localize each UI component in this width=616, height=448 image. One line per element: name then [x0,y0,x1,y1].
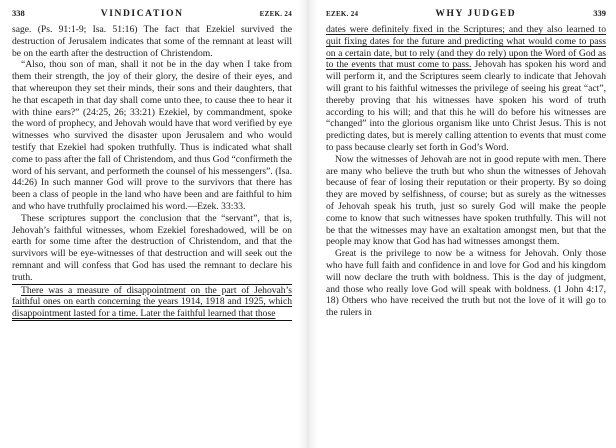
page-number: 338 [12,8,25,18]
underlined-text: There was a measure of disappointment on the part of Jehovah’s faithful ones on earth concerning the years 1914, 1918 and 1925, which disappointment lasted for a time. Later the faithful learned that those [12,284,292,320]
left-page [0,0,298,448]
running-title: VINDICATION [100,9,184,19]
underlined-passage: dates were definitely fixed in the Scriptures; and they also learned to quit fixing dates for the future and predicting what would come to pass on a certain date, but to rely (and they do rely) upon the Word of God as to the events that must come to pass. [326,24,606,71]
paragraph: These scriptures support the conclusion that the “servant”, that is, Jehovah’s faithful witnesses, whom Ezekiel foreshadowed, will be on earth for some time after the destruction of Christendom, and that the survivors will be eye-witnesses of that destruction and will seek out the remnant and will confess that God has used the remnant to declare his truth. [12,212,292,283]
paragraph: Great is the privilege to now be a witness for Jehovah. Only those who have full faith and confidence in and love for God and his kingdom will now declare the truth with boldness. This is the day of judgment, and those who really love God will speak with boldness. (1 John 4:17, 18) Others who have received the truth but not the love of it will go to the rulers in [326,248,606,319]
underlined-passage [12,284,292,321]
paragraph-continuation: Jehovah has spoken his word and will perform it, and the Scriptures seem clearly to indicate that Jehovah will grant to his faithful witnesses the privilege of seeing his great “act”, thereby proving that his witnesses have spoken his word of truth according to his will; and that this he will do before his witnesses are “changed” into the glorious organism like unto Christ Jesus. This is not predicting dates, but is merely calling attention to events that must come to pass because clearly set forth in God’s Word. [326,59,607,153]
running-title: WHY JUDGED [435,9,517,19]
book-gutter [298,0,318,448]
paragraph: sage. (Ps. 91:1-9; Isa. 51:16) The fact that Ezekiel survived the destruction of Jerusalem indicates that some of the remnant at least will be on the earth after the destruction of Christendom. [12,24,292,59]
paragraph: “Also, thou son of man, shall it not be in the day when I take from them their strength, the joy of their glory, the desire of their eyes, and that whereupon they set their minds, their sons and their daughters, that he that escapeth in that day shall come unto thee, to cause thee to hear it with thine ears?” (24:25, 26; 33:21) Ezekiel, by commandment, spoke the word of prophecy, and Jehovah would have that word verified by eye witnesses who survived the disaster upon Jerusalem and who would testify that Ezekiel had spoken truthfully. Thus is indicated what shall come to pass after the fall of Christendom, and thus God “confirmeth the word of his servant, and performeth the counsel of his messengers”. (Isa. 44:26) In such manner God will prove to the survivors that there has been a class of people in the land who have been and are faithful to him and who have truthfully proclaimed his word.—Ezek. 33:33. [12,59,293,212]
right-page-header [326,8,606,20]
paragraph: Now the witnesses of Jehovah are not in good repute with men. There are many who believe the truth but who shun the witnesses of Jehovah because of fear of losing their reputation or their property. By so doing they are moved by selfishness, of course; but as surely as the witnesses of Jehovah speak his truth, just so surely God will make the people come to know that such witnesses have spoken truthfully. This will not be that the witnesses may have an exaltation amongst men, but that the people may know that God has had witnesses amongst them. [326,153,606,248]
left-page-text [12,24,292,321]
right-page [318,0,616,448]
left-page-header [12,8,292,20]
right-page-text [326,24,606,319]
paragraph [326,24,606,154]
chapter-reference: EZEK. 24 [326,10,359,18]
chapter-reference: EZEK. 24 [259,10,292,18]
page-number: 339 [593,8,606,18]
